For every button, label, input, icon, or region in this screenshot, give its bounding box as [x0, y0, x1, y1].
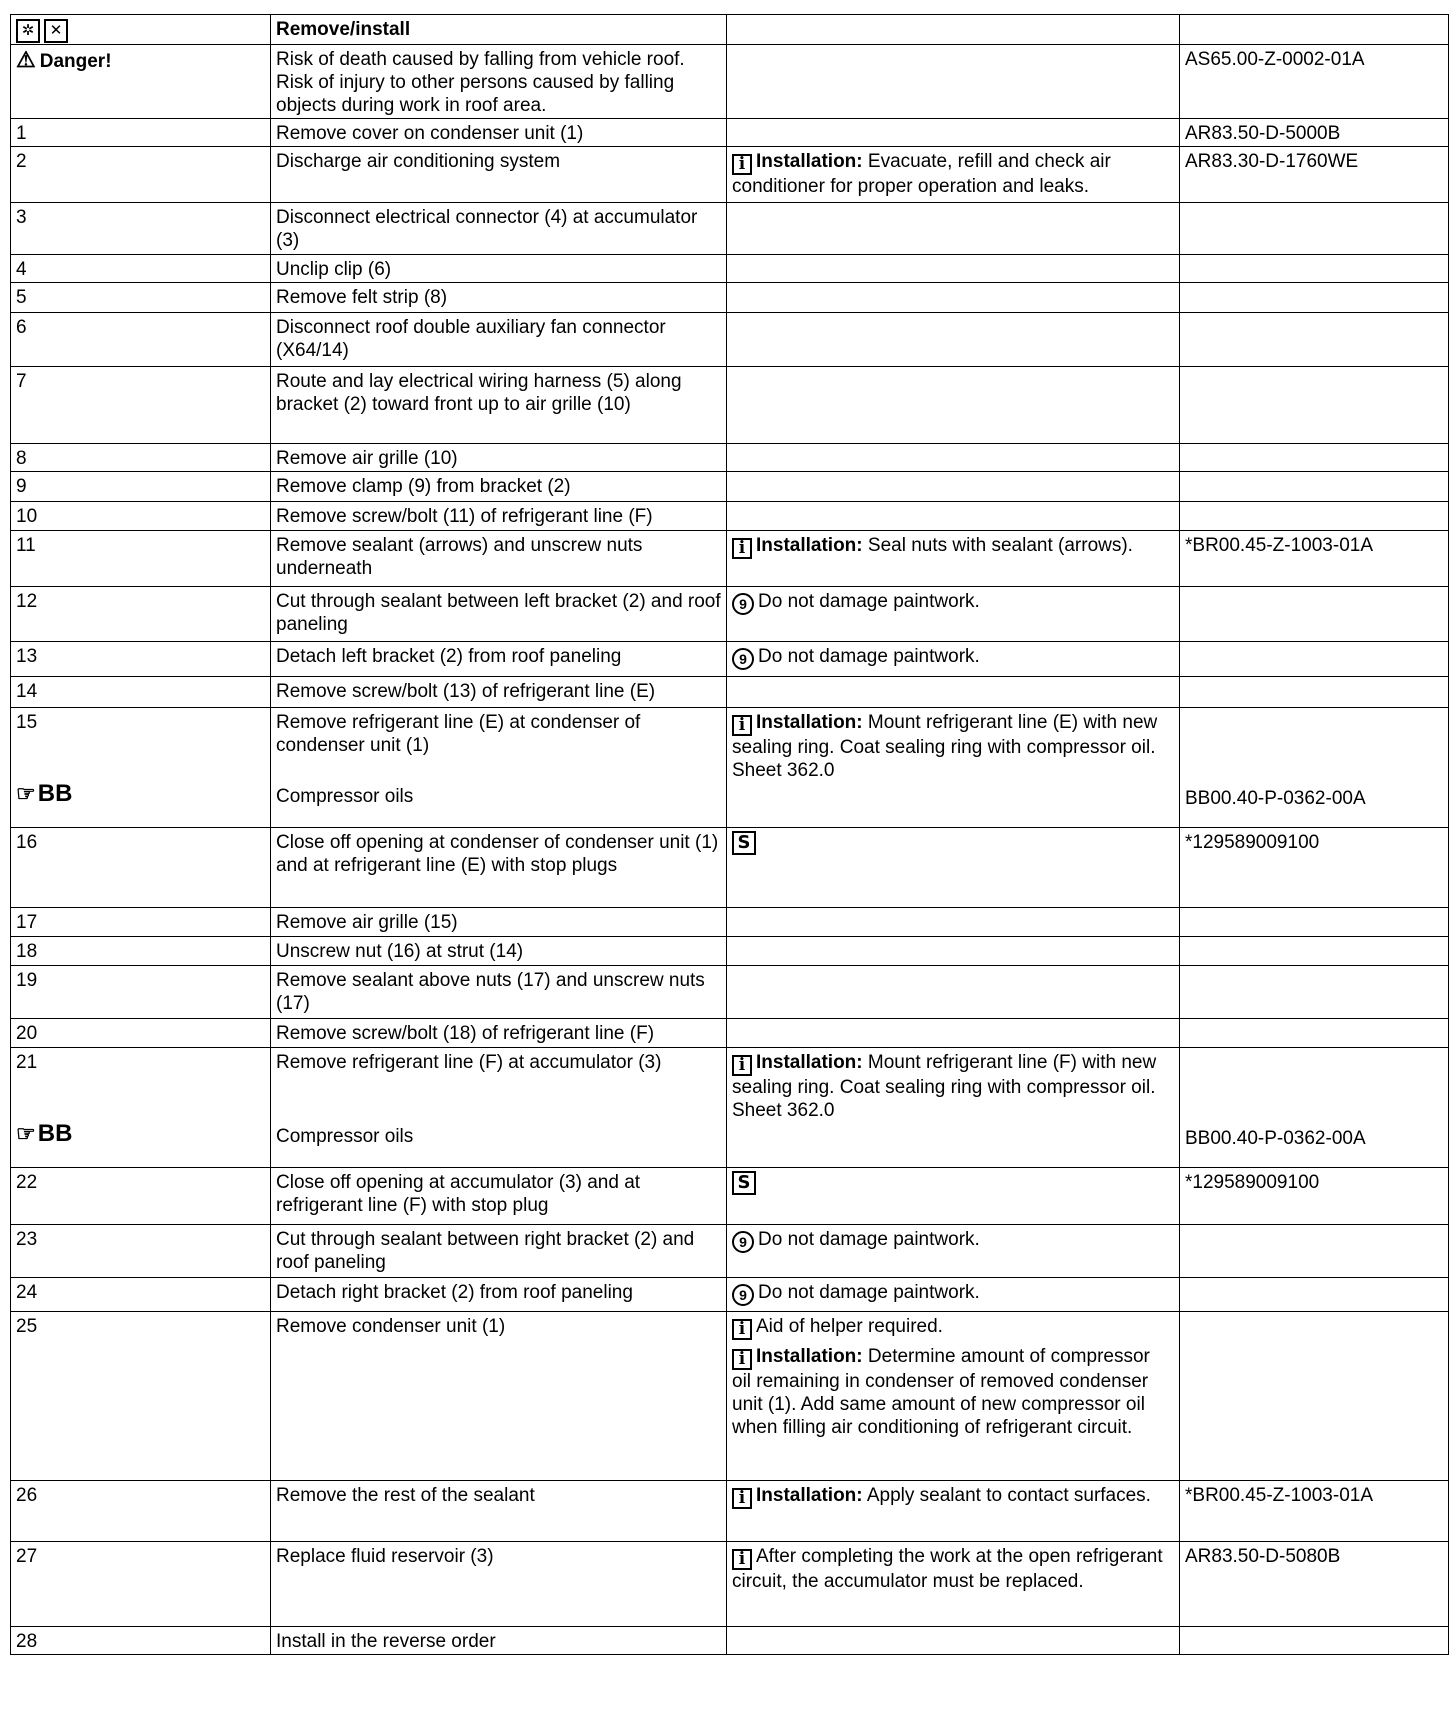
caution-circle-icon: 9: [732, 1231, 754, 1253]
bb-label: BB: [37, 780, 73, 807]
danger-row: [11, 45, 1449, 119]
info-icon: i: [732, 1319, 752, 1340]
caution-circle-icon: 9: [732, 648, 754, 670]
table-row: 10 Remove screw/bolt (11) of refrigerant line (F): [11, 502, 1449, 531]
table-row: 16 Close off opening at condenser of condenser unit (1) and at refrigerant line (E) with stop plugs S *129589009100: [11, 828, 1449, 908]
info-icon: i: [732, 1055, 752, 1076]
table-row: 19 Remove sealant above nuts (17) and unscrew nuts (17): [11, 966, 1449, 1019]
info-icon: i: [732, 154, 752, 175]
cross-box-icon: ✕: [44, 19, 68, 43]
info-icon: i: [732, 1488, 752, 1509]
table-row: 20 Remove screw/bolt (18) of refrigerant line (F): [11, 1019, 1449, 1048]
pointing-hand-icon: ☞: [16, 781, 36, 806]
warning-triangle-icon: ⚠: [16, 47, 36, 72]
table-row: 13 Detach left bracket (2) from roof paneling 9 Do not damage paintwork.: [11, 642, 1449, 677]
table-row: 12 Cut through sealant between left bracket (2) and roof paneling 9 Do not damage paintwork.: [11, 587, 1449, 642]
gear-box-icon: ✲: [16, 19, 40, 43]
special-tool-icon: S: [732, 831, 756, 855]
table-row: 18 Unscrew nut (16) at strut (14): [11, 937, 1449, 966]
table-row: 3 Disconnect electrical connector (4) at accumulator (3): [11, 203, 1449, 255]
table-row: 23 Cut through sealant between right bracket (2) and roof paneling 9 Do not damage paintwork.: [11, 1225, 1449, 1278]
table-row: 5 Remove felt strip (8): [11, 283, 1449, 313]
pointing-hand-icon: ☞: [16, 1121, 36, 1146]
info-icon: i: [732, 538, 752, 559]
caution-circle-icon: 9: [732, 593, 754, 615]
table-row: 6 Disconnect roof double auxiliary fan connector (X64/14): [11, 313, 1449, 367]
header-title: Remove/install: [271, 15, 727, 45]
table-row: 7 Route and lay electrical wiring harness (5) along bracket (2) toward front up to air grille (10): [11, 367, 1449, 444]
danger-ref: AS65.00-Z-0002-01A: [1180, 45, 1449, 119]
info-icon: i: [732, 1549, 752, 1570]
table-row: 4 Unclip clip (6): [11, 255, 1449, 283]
special-tool-icon: S: [732, 1171, 756, 1195]
info-icon: i: [732, 715, 752, 736]
procedure-table: [10, 14, 1449, 1655]
table-row: 9 Remove clamp (9) from bracket (2): [11, 472, 1449, 502]
table-row: 15 ☞BB Remove refrigerant line (E) at condenser of condenser unit (1) Compressor oils i Installation: Mount refrigerant line (E) with new sealing ring. Coat sealing ring with compressor oil. Sheet 362.0 BB00.40-P-0362-00A: [11, 708, 1449, 828]
table-row: 8 Remove air grille (10): [11, 444, 1449, 472]
danger-text: Risk of death caused by falling from vehicle roof. Risk of injury to other persons caused by falling objects during work in roof area.: [271, 45, 727, 119]
table-row: 28 Install in the reverse order: [11, 1627, 1449, 1655]
caution-circle-icon: 9: [732, 1284, 754, 1306]
header-icons-cell: [11, 15, 271, 45]
table-row: 1 Remove cover on condenser unit (1) AR83.50-D-5000B: [11, 119, 1449, 147]
header-row: [11, 15, 1449, 45]
danger-label: Danger!: [39, 51, 112, 72]
table-row: 14 Remove screw/bolt (13) of refrigerant line (E): [11, 677, 1449, 708]
table-row: 26 Remove the rest of the sealant i Installation: Apply sealant to contact surfaces. *BR00.45-Z-1003-01A: [11, 1481, 1449, 1542]
table-row: 2 Discharge air conditioning system i Installation: Evacuate, refill and check air conditioner for proper operation and leaks. AR83.30-D-1760WE: [11, 147, 1449, 203]
info-icon: i: [732, 1349, 752, 1370]
table-row: 11 Remove sealant (arrows) and unscrew nuts underneath i Installation: Seal nuts with sealant (arrows). *BR00.45-Z-1003-01A: [11, 531, 1449, 587]
table-row: 25 Remove condenser unit (1) i Aid of helper required. i Installation: Determine amount of compressor oil remaining in condenser of removed condenser unit (1). Add same amount of new compressor oil when filling air conditioning of refrigerant circuit.: [11, 1312, 1449, 1481]
table-row: 24 Detach right bracket (2) from roof paneling 9 Do not damage paintwork.: [11, 1278, 1449, 1312]
table-row: 17 Remove air grille (15): [11, 908, 1449, 937]
table-row: 27 Replace fluid reservoir (3) i After completing the work at the open refrigerant circuit, the accumulator must be replaced. AR83.50-D-5080B: [11, 1542, 1449, 1627]
bb-label: BB: [37, 1120, 73, 1147]
table-row: 21 ☞BB Remove refrigerant line (F) at accumulator (3) Compressor oils i Installation: Mount refrigerant line (F) with new sealing ring. Coat sealing ring with compressor oil. Sheet 362.0 BB00.40-P-0362-00A: [11, 1048, 1449, 1168]
table-row: 22 Close off opening at accumulator (3) and at refrigerant line (F) with stop plug S *129589009100: [11, 1168, 1449, 1225]
